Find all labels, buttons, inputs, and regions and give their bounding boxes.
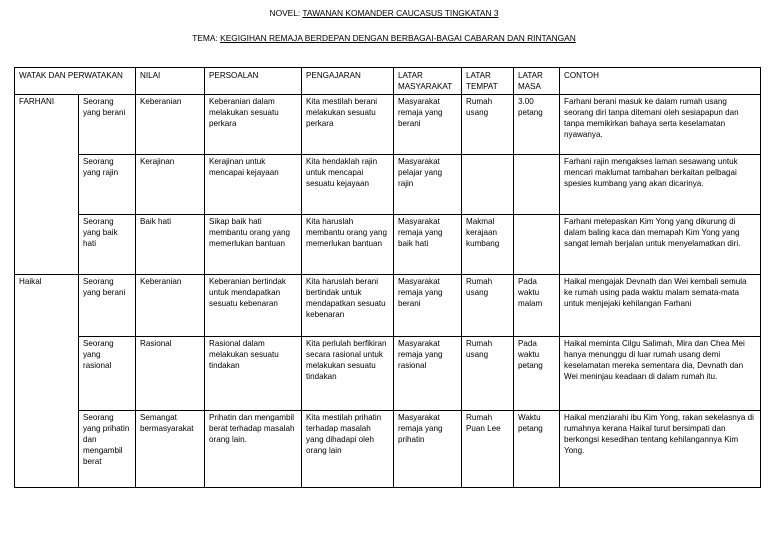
header-row [15,68,761,95]
header-latar-masyarakat: LATAR MASYARAKAT [394,68,462,95]
cell-tempat: Rumah Puan Lee [462,411,514,488]
cell-masa: Pada waktu petang [514,337,560,411]
novel-label: NOVEL: [269,8,303,18]
table-row [15,95,761,155]
cell-nilai: Semangat bermasyarakat [136,411,205,488]
header-contoh: CONTOH [560,68,761,95]
cell-masa: Waktu petang [514,411,560,488]
cell-contoh: Haikal mengajak Devnath dan Wei kembali semula ke rumah using pada waktu malam semata-mata untuk menjejaki kehilangan Farhani [560,275,761,337]
cell-persoalan: Prihatin dan mengambil berat terhadap masalah orang lain. [205,411,302,488]
theme-text: KEGIGIHAN REMAJA BERDEPAN DENGAN BERBAGAI-BAGAI CABARAN DAN RINTANGAN [220,33,576,43]
cell-masa: Pada waktu malam [514,275,560,337]
analysis-table [14,67,761,488]
cell-persoalan: Keberanian dalam melakukan sesuatu perkara [205,95,302,155]
cell-persoalan: Rasional dalam melakukan sesuatu tindakan [205,337,302,411]
cell-contoh: Farhani melepaskan Kim Yong yang dikurung di dalam baling kaca dan memapah Kim Yong yang sangat lemah berjalan untuk menyelamatkan diri. [560,215,761,275]
cell-nilai: Baik hati [136,215,205,275]
theme-label: TEMA: [192,33,221,43]
cell-persoalan: Kerajinan untuk mencapai kejayaan [205,155,302,215]
cell-pengajaran: Kita haruslah membantu orang yang memerlukan bantuan [302,215,394,275]
table-row [15,155,761,215]
cell-masyarakat: Masyarakat remaja yang baik hati [394,215,462,275]
character-haikal: Haikal [15,275,79,488]
cell-masa [514,215,560,275]
header-latar-masa: LATAR MASA [514,68,560,95]
cell-masyarakat: Masyarakat remaja yang rasional [394,337,462,411]
header-watak: WATAK DAN PERWATAKAN [15,68,136,95]
header-latar-tempat: LATAR TEMPAT [462,68,514,95]
cell-contoh: Haikal menziarahi ibu Kim Yong, rakan sekelasnya di rumahnya kerana Haikal turut bersimpati dan berkongsi kesedihan tentang kehilangannya Kim Yong. [560,411,761,488]
cell-nilai: Keberanian [136,275,205,337]
cell-masyarakat: Masyarakat remaja yang prihatin [394,411,462,488]
cell-pengajaran: Kita mestilah berani melakukan sesuatu perkara [302,95,394,155]
cell-masa: 3.00 petang [514,95,560,155]
cell-contoh: Farhani berani masuk ke dalam rumah usang seorang diri tanpa ditemani oleh sesiapapun dan tanpa memikirkan bahaya serta keselamatan nyawanya. [560,95,761,155]
cell-tempat: Makmal kerajaan kumbang [462,215,514,275]
cell-perwatakan: Seorang yang berani [79,95,136,155]
cell-masyarakat: Masyarakat remaja yang berani [394,95,462,155]
novel-title [0,8,768,18]
table-row [15,337,761,411]
cell-nilai: Kerajinan [136,155,205,215]
header-nilai: NILAI [136,68,205,95]
cell-nilai: Keberanian [136,95,205,155]
cell-tempat [462,155,514,215]
table-row [15,275,761,337]
novel-name: TAWANAN KOMANDER CAUCASUS TINGKATAN 3 [302,8,499,18]
header-persoalan: PERSOALAN [205,68,302,95]
cell-pengajaran: Kita haruslah berani bertindak untuk mendapatkan sesuatu kebenaran [302,275,394,337]
cell-masyarakat: Masyarakat remaja yang berani [394,275,462,337]
cell-perwatakan: Seorang yang berani [79,275,136,337]
character-farhani: FARHANI [15,95,79,275]
cell-pengajaran: Kita perlulah berfikiran secara rasional untuk melakukan sesuatu tindakan [302,337,394,411]
cell-contoh: Haikal meminta Cilgu Salimah, Mira dan Chea Mei hanya menunggu di luar rumah usang demi keselamatan mereka sementara dia, Devnath dan Wei meninjau keadaan di dalam rumah itu. [560,337,761,411]
theme-title [0,33,768,43]
cell-perwatakan: Seorang yang baik hati [79,215,136,275]
cell-tempat: Rumah usang [462,337,514,411]
cell-persoalan: Sikap baik hati membantu orang yang memerlukan bantuan [205,215,302,275]
table-row [15,411,761,488]
table-row [15,215,761,275]
header-pengajaran: PENGAJARAN [302,68,394,95]
cell-masyarakat: Masyarakat pelajar yang rajin [394,155,462,215]
cell-tempat: Rumah usang [462,275,514,337]
cell-pengajaran: Kita mestilah prihatin terhadap masalah yang dihadapi oleh orang lain [302,411,394,488]
cell-perwatakan: Seorang yang rajin [79,155,136,215]
cell-tempat: Rumah usang [462,95,514,155]
cell-perwatakan: Seorang yang rasional [79,337,136,411]
cell-pengajaran: Kita hendaklah rajin untuk mencapai sesuatu kejayaan [302,155,394,215]
cell-perwatakan: Seorang yang prihatin dan mengambil berat [79,411,136,488]
cell-nilai: Rasional [136,337,205,411]
cell-contoh: Farhani rajin mengakses laman sesawang untuk mencari maklumat tambahan berkaitan pelbagai spesies kumbang yang akan dicarinya. [560,155,761,215]
cell-masa [514,155,560,215]
cell-persoalan: Keberanian bertindak untuk mendapatkan sesuatu kebenaran [205,275,302,337]
